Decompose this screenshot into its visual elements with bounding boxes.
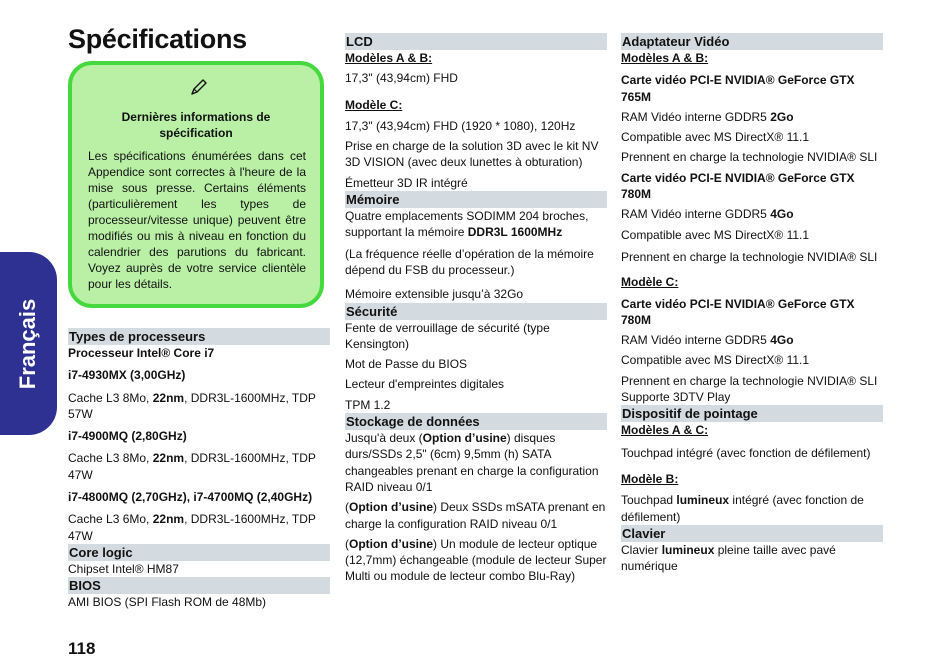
- video-models-ab-heading: Modèles A & B:: [621, 51, 709, 65]
- video-sli: Prennent en charge la technologie NVIDIA® SLI: [621, 373, 878, 388]
- video-ram: RAM Vidéo interne GDDR5 2Go: [621, 109, 794, 124]
- section-header-core-logic: Core logic: [68, 544, 330, 561]
- video-3dtv: Supporte 3DTV Play: [621, 390, 731, 405]
- memory-slots: Quatre emplacements SODIMM 204 broches, supportant la mémoire DDR3L 1600MHz: [345, 209, 589, 240]
- video-directx: Compatible avec MS DirectX® 11.1: [621, 227, 810, 242]
- processor-spec: Cache L3 8Mo, 22nm, DDR3L-1600MHz, TDP 57W: [68, 390, 316, 421]
- page-number: 118: [68, 639, 96, 658]
- security-item: Fente de verrouillage de sécurité (type Kensington): [345, 320, 550, 351]
- video-sli: Prennent en charge la technologie NVIDIA® SLI: [621, 150, 878, 165]
- core-logic-text: Chipset Intel® HM87: [68, 561, 179, 576]
- left-column: [68, 328, 330, 611]
- video-sli: Prennent en charge la technologie NVIDIA® SLI: [621, 249, 878, 264]
- middle-column: [345, 33, 607, 585]
- keyboard-text: Clavier lumineux pleine taille avec pavé numérique: [621, 542, 836, 574]
- language-tab-label: Français: [15, 298, 40, 390]
- security-item: TPM 1.2: [345, 397, 391, 412]
- section-header-bios: BIOS: [68, 577, 330, 594]
- language-tab: [0, 252, 57, 435]
- security-item: Lecteur d'empreintes digitales: [345, 377, 505, 392]
- video-model-c-heading: Modèle C:: [621, 275, 679, 290]
- right-column: [621, 33, 883, 574]
- processor-family: Processeur Intel® Core i7: [68, 346, 215, 360]
- video-directx: Compatible avec MS DirectX® 11.1: [621, 353, 810, 368]
- processor-spec: Cache L3 6Mo, 22nm, DDR3L-1600MHz, TDP 47W: [68, 512, 316, 543]
- memory-note: (La fréquence réelle d’opération de la mémoire dépend du FSB du processeur.): [345, 246, 594, 277]
- bios-text: AMI BIOS (SPI Flash ROM de 48Mb): [68, 595, 267, 610]
- security-item: Mot de Passe du BIOS: [345, 357, 468, 372]
- video-directx: Compatible avec MS DirectX® 11.1: [621, 130, 810, 145]
- lcd-model-c-heading: Modèle C:: [345, 97, 403, 112]
- processor-spec: Cache L3 8Mo, 22nm, DDR3L-1600MHz, TDP 47W: [68, 451, 316, 482]
- section-header-keyboard: Clavier: [621, 525, 883, 542]
- section-header-pointing: Dispositif de pointage: [621, 405, 883, 422]
- lcd-models-ab-heading: Modèles A & B:: [345, 51, 433, 65]
- section-header-memory: Mémoire: [345, 191, 607, 208]
- info-note-box: [68, 61, 324, 308]
- note-body: Les spécifications énumérées dans cet Appendice sont correctes à l'heure de la mise sous presse. Certains éléments (particulièrement les types de processeur/vitesse unique) peuvent être modifiés ou mis à niveau en fonction du calendrier des parutions du fabricant. Voyez auprès de votre service clientèle pour les détails.: [88, 149, 306, 291]
- page-title: Spécifications: [68, 24, 247, 54]
- section-header-security: Sécurité: [345, 303, 607, 320]
- section-header-storage: Stockage de données: [345, 413, 607, 430]
- section-header-processors: Types de processeurs: [68, 328, 330, 345]
- pointing-model-b-heading: Modèle B:: [621, 471, 679, 486]
- lcd-ab-text: 17,3" (43,94cm) FHD: [345, 71, 458, 86]
- video-ram: RAM Vidéo interne GDDR5 4Go: [621, 207, 794, 222]
- storage-item: (Option d’usine) Un module de lecteur optique (12,7mm) échangeable (module de lecteur Super Multi ou module de lecteur combo Blu-Ray): [345, 536, 607, 584]
- pointing-ac-text: Touchpad intégré (avec fonction de défilement): [621, 445, 871, 460]
- lcd-c-ir: Émetteur 3D IR intégré: [345, 175, 468, 190]
- storage-item: Jusqu'à deux (Option d’usine) disques durs/SSDs 2,5" (6cm) 9,5mm (h) SATA changeables prenant en charge la configuration RAID niveau 0/1: [345, 431, 599, 494]
- section-header-video: Adaptateur Vidéo: [621, 33, 883, 50]
- memory-max: Mémoire extensible jusqu’à 32Go: [345, 287, 524, 302]
- section-header-lcd: LCD: [345, 33, 607, 50]
- processor-model: i7-4800MQ (2,70GHz), i7-4700MQ (2,40GHz): [68, 490, 313, 505]
- processor-model: i7-4930MX (3,00GHz): [68, 368, 186, 383]
- video-card: Carte vidéo PCI-E NVIDIA® GeForce GTX 780M: [621, 170, 855, 202]
- lcd-c-text: 17,3" (43,94cm) FHD (1920 * 1080), 120Hz: [345, 118, 576, 133]
- lcd-c-3d: Prise en charge de la solution 3D avec le kit NV 3D VISION (avec deux lunettes à obturation): [345, 139, 599, 170]
- video-card: Carte vidéo PCI-E NVIDIA® GeForce GTX 780M: [621, 296, 855, 327]
- pencil-icon: [188, 77, 208, 102]
- pointing-models-ac-heading: Modèles A & C:: [621, 423, 709, 438]
- video-card: Carte vidéo PCI-E NVIDIA® GeForce GTX 765M: [621, 73, 855, 104]
- processor-model: i7-4900MQ (2,80GHz): [68, 429, 187, 444]
- video-ram: RAM Vidéo interne GDDR5 4Go: [621, 333, 794, 348]
- pointing-b-text: Touchpad lumineux intégré (avec fonction de défilement): [621, 493, 864, 524]
- note-title: Dernières informations de spécification: [121, 110, 271, 140]
- storage-item: (Option d’usine) Deux SSDs mSATA prenant en charge la configuration RAID niveau 0/1: [345, 500, 606, 531]
